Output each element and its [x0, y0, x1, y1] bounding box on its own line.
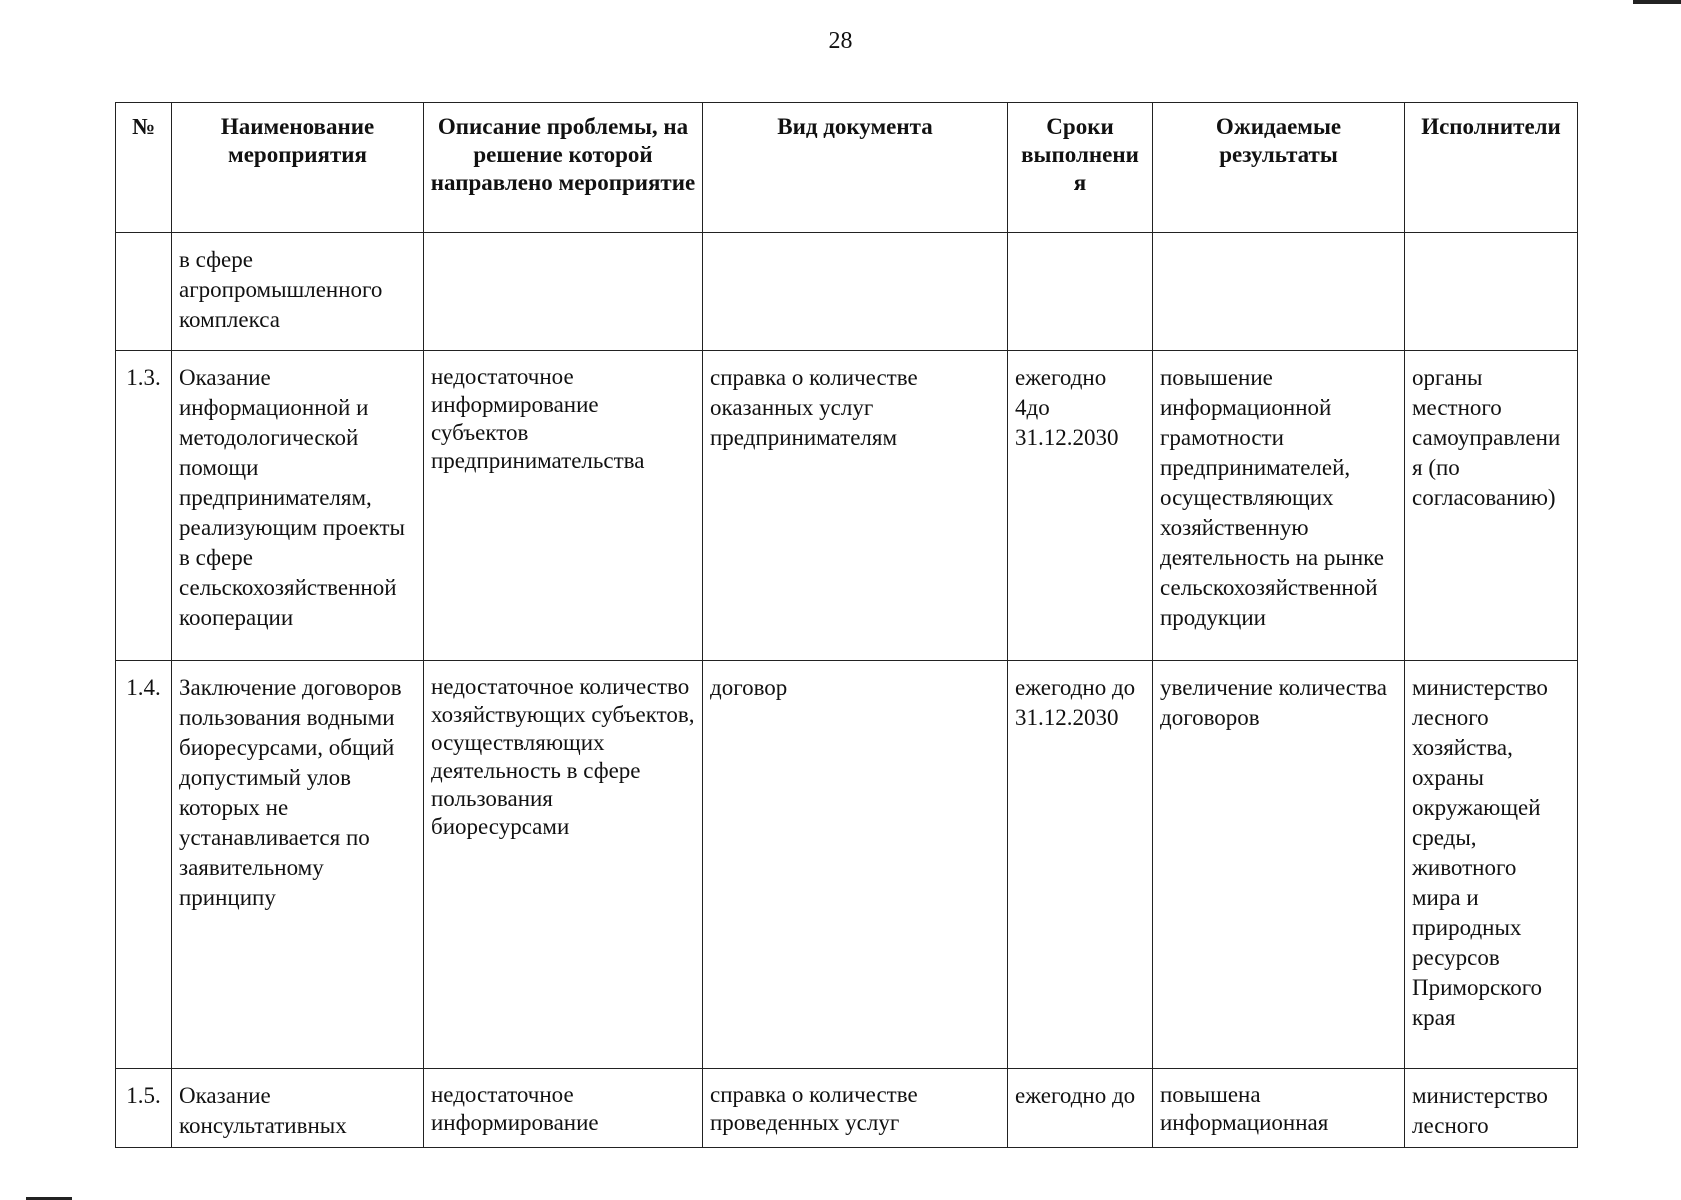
cell-expected-results: повышение информационной грамотности предпринимателей, осуществляющих хозяйственную деятельность на рынке сельскохозяйственной продукции [1153, 351, 1405, 661]
action-plan-table [115, 102, 1578, 1148]
cell-number: 1.3. [116, 351, 172, 661]
cell-deadline [1008, 233, 1153, 351]
scan-edge-mark [1633, 0, 1681, 4]
cell-number [116, 233, 172, 351]
table-row [116, 351, 1578, 661]
header-name: Наименование мероприятия [172, 103, 424, 233]
header-deadline: Сроки выполнени я [1008, 103, 1153, 233]
header-document-type: Вид документа [703, 103, 1008, 233]
cell-document-type: справка о количестве оказанных услуг предпринимателям [703, 351, 1008, 661]
cell-expected-results [1153, 233, 1405, 351]
cell-executors: министерство лесного хозяйства, охраны окружающей среды, животного мира и природных ресурсов Приморского края [1405, 661, 1578, 1069]
table-row [116, 1069, 1578, 1148]
cell-executors [1405, 233, 1578, 351]
cell-number: 1.4. [116, 661, 172, 1069]
header-expected-results: Ожидаемые результаты [1153, 103, 1405, 233]
cell-problem [424, 233, 703, 351]
cell-executors: министерство лесного [1405, 1069, 1578, 1148]
table-row [116, 661, 1578, 1069]
header-executors: Исполнители [1405, 103, 1578, 233]
cell-document-type: справка о количестве проведенных услуг [703, 1069, 1008, 1148]
cell-deadline: ежегодно до 31.12.2030 [1008, 661, 1153, 1069]
cell-problem: недостаточное информирование [424, 1069, 703, 1148]
cell-number: 1.5. [116, 1069, 172, 1148]
cell-document-type: договор [703, 661, 1008, 1069]
cell-deadline: ежегодно 4до 31.12.2030 [1008, 351, 1153, 661]
cell-problem: недостаточное количество хозяйствующих субъектов, осуществляющих деятельность в сфере пользования биоресурсами [424, 661, 703, 1069]
cell-expected-results: увеличение количества договоров [1153, 661, 1405, 1069]
cell-expected-results: повышена информационная [1153, 1069, 1405, 1148]
cell-problem: недостаточное информирование субъектов предпринимательства [424, 351, 703, 661]
cell-name: в сфере агропромышленного комплекса [172, 233, 424, 351]
cell-name: Оказание консультативных [172, 1069, 424, 1148]
page-number: 28 [828, 28, 853, 54]
cell-document-type [703, 233, 1008, 351]
cell-name: Заключение договоров пользования водными биоресурсами, общий допустимый улов которых не устанавливается по заявительному принципу [172, 661, 424, 1069]
cell-name: Оказание информационной и методологической помощи предпринимателям, реализующим проекты в сфере сельскохозяйственной кооперации [172, 351, 424, 661]
header-problem: Описание проблемы, на решение которой направлено мероприятие [424, 103, 703, 233]
cell-deadline: ежегодно до [1008, 1069, 1153, 1148]
cell-executors: органы местного самоуправлени я (по согласованию) [1405, 351, 1578, 661]
table-header-row [116, 103, 1578, 233]
header-number: № [116, 103, 172, 233]
table-row [116, 233, 1578, 351]
